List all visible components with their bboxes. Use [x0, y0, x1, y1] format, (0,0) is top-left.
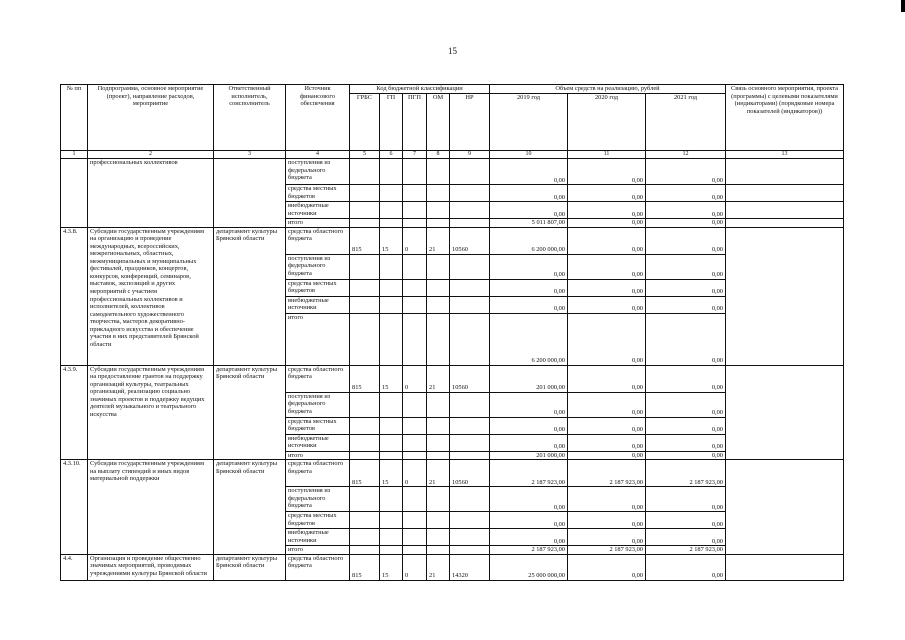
code-gp: 15	[380, 554, 403, 580]
value-cell: 0,00	[490, 417, 568, 434]
col-num: 4	[286, 151, 350, 159]
item-number: 4.3.9.	[61, 365, 88, 460]
value-cell: 0,00	[646, 159, 726, 185]
col-num: 1	[61, 151, 88, 159]
code-np: 10560	[450, 365, 490, 392]
value-cell: 0,00	[646, 365, 726, 392]
value-cell: 201 000,00	[490, 365, 568, 392]
value-cell: 0,00	[568, 279, 646, 296]
value-cell: 2 187 923,00	[646, 460, 726, 487]
code-pgp: 0	[403, 365, 427, 392]
value-cell: 0,00	[646, 451, 726, 460]
source-cell: средства областного бюджета	[286, 365, 350, 392]
value-cell: 6 200 000,00	[490, 227, 568, 254]
header-2021: 2021 год	[646, 94, 726, 151]
table-row	[61, 159, 844, 185]
value-cell: 0,00	[568, 487, 646, 512]
code-gp: 15	[380, 460, 403, 487]
header-om: ОМ	[427, 94, 450, 151]
code-gp: 15	[380, 365, 403, 392]
code-gp: 15	[380, 227, 403, 254]
value-cell: 0,00	[646, 313, 726, 365]
value-cell: 0,00	[568, 512, 646, 529]
source-cell: внебюджетные источники	[286, 202, 350, 219]
table-row	[61, 460, 844, 487]
value-cell: 0,00	[646, 202, 726, 219]
header-2019: 2019 год	[490, 94, 568, 151]
page-number: 15	[448, 46, 457, 56]
code-pgp: 0	[403, 460, 427, 487]
column-numbers-row	[61, 151, 844, 159]
source-cell: внебюджетные источники	[286, 296, 350, 313]
value-cell: 0,00	[490, 434, 568, 451]
code-pgp: 0	[403, 227, 427, 254]
value-cell: 0,00	[490, 159, 568, 185]
value-cell: 0,00	[568, 417, 646, 434]
source-cell: средства местных бюджетов	[286, 512, 350, 529]
value-cell: 0,00	[568, 219, 646, 228]
header-gp: ГП	[380, 94, 403, 151]
item-name: Субсидии государственным учреждениям на предоставление грантов на поддержку организаций культуры, театральных организаций, реализацию социально значимых проектов и поддержку ведущих деятелей музыкального и театрального искусства	[88, 365, 214, 460]
col-num: 12	[646, 151, 726, 159]
code-om: 21	[427, 365, 450, 392]
value-cell: 0,00	[568, 392, 646, 417]
value-cell: 2 187 923,00	[490, 546, 568, 555]
header-2020: 2020 год	[568, 94, 646, 151]
value-cell: 0,00	[568, 202, 646, 219]
code-om: 21	[427, 227, 450, 254]
value-cell: 0,00	[646, 417, 726, 434]
item-number: 4.4.	[61, 554, 88, 580]
source-cell: поступления из федерального бюджета	[286, 254, 350, 279]
code-pgp: 0	[403, 554, 427, 580]
source-cell: поступления из федерального бюджета	[286, 392, 350, 417]
value-cell: 0,00	[646, 392, 726, 417]
value-cell: 0,00	[490, 392, 568, 417]
source-cell: итого	[286, 451, 350, 460]
item-number: 4.3.8.	[61, 227, 88, 365]
value-cell: 0,00	[646, 227, 726, 254]
col-num: 5	[350, 151, 380, 159]
value-cell: 5 011 807,00	[490, 219, 568, 228]
source-cell: средства местных бюджетов	[286, 185, 350, 202]
code-grbs: 815	[350, 227, 380, 254]
value-cell: 0,00	[490, 185, 568, 202]
header-pgp: ПГП	[403, 94, 427, 151]
header-np: НР	[450, 94, 490, 151]
item-responsible: департамент культуры Брянской области	[214, 460, 286, 555]
header-grbs: ГРБС	[350, 94, 380, 151]
value-cell: 0,00	[568, 451, 646, 460]
value-cell: 0,00	[568, 365, 646, 392]
header-no: № пп	[61, 85, 88, 151]
value-cell: 0,00	[646, 185, 726, 202]
source-cell: поступления из федерального бюджета	[286, 487, 350, 512]
value-cell: 0,00	[646, 219, 726, 228]
value-cell: 0,00	[490, 279, 568, 296]
source-cell: средства местных бюджетов	[286, 417, 350, 434]
value-cell: 2 187 923,00	[490, 460, 568, 487]
code-grbs: 815	[350, 460, 380, 487]
value-cell: 2 187 923,00	[646, 546, 726, 555]
value-cell: 0,00	[568, 159, 646, 185]
item-name: Субсидии государственным учреждениям на организацию и проведение международных, всероссийских, межрегиональных, областных, межмуниципальных и муниципальных фестивалей, праздников, концертов, конкурсов, конференций, семинаров, выставок, экспозиций и других мероприятий с участием профессиональных коллективов и исполнителей, коллективов самодеятельного художественного творчества, мастеров декоративно-прикладного искусства и обеспечение участия в них представителей Брянской области	[88, 227, 214, 365]
item-name: профессиональных коллективов	[88, 159, 214, 228]
col-num: 9	[450, 151, 490, 159]
value-cell: 0,00	[568, 254, 646, 279]
value-cell: 0,00	[490, 512, 568, 529]
source-cell: средства областного бюджета	[286, 460, 350, 487]
code-om: 21	[427, 554, 450, 580]
header-responsible: Ответственный исполнитель, соисполнитель	[214, 85, 286, 151]
col-num: 2	[88, 151, 214, 159]
col-num: 8	[427, 151, 450, 159]
value-cell: 0,00	[490, 202, 568, 219]
code-om: 21	[427, 460, 450, 487]
header-name: Подпрограмма, основное мероприятие (проект), направление расходов, мероприятие	[88, 85, 214, 151]
code-np: 10560	[450, 227, 490, 254]
source-cell: средства областного бюджета	[286, 554, 350, 580]
item-responsible: департамент культуры Брянской области	[214, 554, 286, 580]
item-responsible: департамент культуры Брянской области	[214, 365, 286, 460]
value-cell: 0,00	[646, 554, 726, 580]
value-cell: 0,00	[568, 529, 646, 546]
value-cell: 0,00	[646, 434, 726, 451]
value-cell: 0,00	[568, 185, 646, 202]
value-cell: 0,00	[646, 529, 726, 546]
table-row	[61, 227, 844, 254]
value-cell: 0,00	[568, 313, 646, 365]
header-source: Источник финансового обеспечения	[286, 85, 350, 151]
value-cell: 2 187 923,00	[568, 460, 646, 487]
code-np: 14320	[450, 554, 490, 580]
value-cell: 0,00	[568, 434, 646, 451]
code-grbs: 815	[350, 365, 380, 392]
source-cell: итого	[286, 546, 350, 555]
value-cell: 0,00	[568, 296, 646, 313]
budget-table	[60, 84, 844, 581]
value-cell: 0,00	[490, 296, 568, 313]
item-name: Субсидии государственным учреждениям на выплату стипендий и иных видов материальной поддержки	[88, 460, 214, 555]
col-num: 7	[403, 151, 427, 159]
value-cell: 0,00	[490, 529, 568, 546]
source-cell: внебюджетные источники	[286, 529, 350, 546]
item-responsible: департамент культуры Брянской области	[214, 227, 286, 365]
table-row	[61, 554, 844, 580]
value-cell: 6 200 000,00	[490, 313, 568, 365]
value-cell: 2 187 923,00	[568, 546, 646, 555]
value-cell: 0,00	[646, 279, 726, 296]
edge-mark	[901, 0, 905, 12]
source-cell: средства областного бюджета	[286, 227, 350, 254]
code-np: 10560	[450, 460, 490, 487]
value-cell: 0,00	[568, 554, 646, 580]
col-num: 10	[490, 151, 568, 159]
col-num: 6	[380, 151, 403, 159]
col-num: 13	[726, 151, 844, 159]
table-row	[61, 365, 844, 392]
value-cell: 0,00	[646, 254, 726, 279]
source-cell: итого	[286, 219, 350, 228]
source-cell: итого	[286, 313, 350, 365]
value-cell: 0,00	[490, 254, 568, 279]
value-cell: 0,00	[568, 227, 646, 254]
header-link: Связь основного мероприятия, проекта (программы) с целевыми показателями (индикаторами) (порядковые номера показателей (индикаторов))	[726, 85, 844, 151]
value-cell: 0,00	[646, 487, 726, 512]
code-grbs: 815	[350, 554, 380, 580]
value-cell: 0,00	[646, 512, 726, 529]
item-number: 4.3.10.	[61, 460, 88, 555]
source-cell: поступления из федерального бюджета	[286, 159, 350, 185]
value-cell: 25 000 000,00	[490, 554, 568, 580]
value-cell: 201 000,00	[490, 451, 568, 460]
source-cell: средства местных бюджетов	[286, 279, 350, 296]
value-cell: 0,00	[490, 487, 568, 512]
source-cell: внебюджетные источники	[286, 434, 350, 451]
header-volume-group: Объем средств на реализацию, рублей	[490, 85, 726, 94]
header-code-group: Код бюджетной классификации	[350, 85, 490, 94]
col-num: 3	[214, 151, 286, 159]
value-cell: 0,00	[646, 296, 726, 313]
item-name: Организация и проведение общественно значимых мероприятий, проводимых учреждениями культуры Брянской области	[88, 554, 214, 580]
col-num: 11	[568, 151, 646, 159]
